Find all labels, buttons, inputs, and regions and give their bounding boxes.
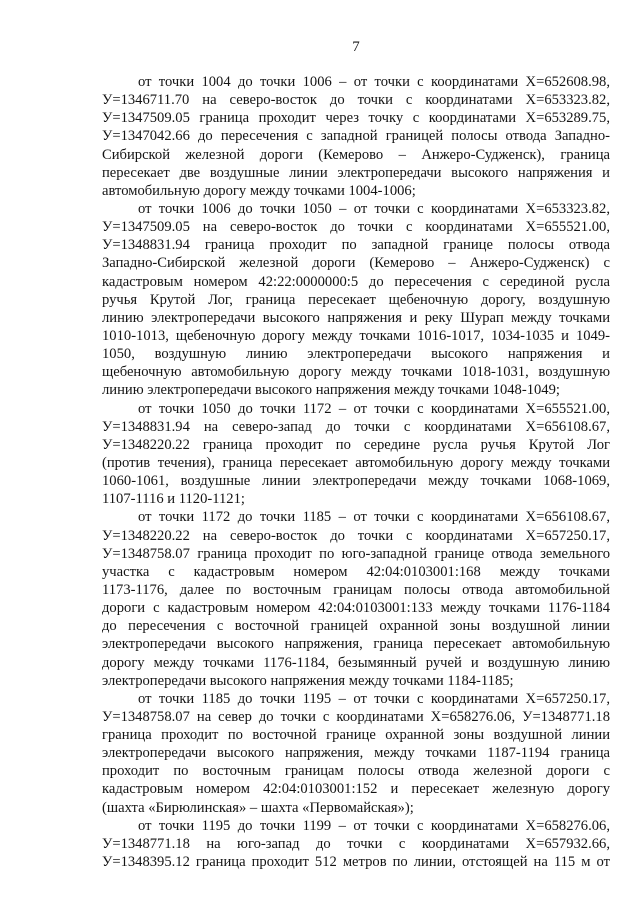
text-line: от точки 1004 до точки 1006 – от точки с координатами X=652608.98,: [138, 74, 610, 90]
text-line: 1107-1116 и 1120-1121;: [102, 491, 245, 508]
text-line: электропередачи высокого напряжения, между точками 1187-1194 граница: [102, 745, 610, 762]
text-line: У=1348758.07 граница проходит по юго-западной границе отвода земельного: [102, 545, 610, 562]
text-line: кадастровым номером 42:04:0103001:152 и пересекает железную дорогу: [102, 781, 610, 798]
text-line: пересекает две воздушные линии электропередачи высокого напряжения и: [102, 164, 610, 181]
text-line: от точки 1006 до точки 1050 – от точки с координатами X=653323.82,: [138, 200, 610, 217]
text-line: дорогу между точками 1176-1184, безымянный ручей и воздушную линию: [102, 654, 610, 671]
text-line: дороги с кадастровым номером 42:04:0103001:133 между точками 1176-1184: [102, 600, 610, 617]
text-line: 1010-1013, щебеночную дорогу между точками 1016-1017, 1034-1035 и 1049-: [102, 327, 610, 344]
text-line: кадастровым номером 42:22:0000000:5 до пересечения с серединой русла: [102, 273, 610, 290]
text-line: линию электропередачи высокого напряжения между точками 1048-1049;: [102, 382, 560, 399]
text-line: У=1347509.05 граница проходит через точку с координатами X=653289.75,: [102, 110, 610, 127]
text-line: автомобильную дорогу между точками 1004-1006;: [102, 182, 416, 199]
text-line: У=1348220.22 граница проходит по середине русла ручья Крутой Лог: [102, 436, 610, 453]
paragraph: [102, 400, 610, 509]
text-line: 1173-1176, далее по восточным границам полосы отвода автомобильной: [102, 581, 610, 598]
text-line: ручья Крутой Лог, граница пересекает щебеночную дорогу, воздушную: [102, 291, 610, 308]
text-line: У=1346711.70 на северо-восток до точки с координатами X=653323.82,: [102, 92, 610, 109]
paragraph: [102, 817, 610, 871]
document-body: [102, 73, 610, 871]
text-line: Сибирской железной дороги (Кемерово – Анжеро-Судженск), граница: [102, 146, 610, 163]
text-line: линию электропередачи высокого напряжения и реку Шурап между точками: [102, 309, 610, 326]
text-line: (шахта «Бирюлинская» – шахта «Первомайская»);: [102, 799, 414, 816]
text-line: У=1348771.18 на юго-запад до точки с координатами X=657932.66,: [102, 835, 610, 852]
text-line: от точки 1172 до точки 1185 – от точки с координатами X=656108.67,: [138, 509, 610, 526]
page-number: 7: [352, 39, 360, 55]
text-line: от точки 1185 до точки 1195 – от точки с координатами X=657250.17,: [138, 690, 610, 707]
text-line: щебеночную автомобильную дорогу между точками 1018-1031, воздушную: [102, 364, 610, 381]
text-line: 1050, воздушную линию электропередачи высокого напряжения и: [102, 346, 610, 363]
paragraph: [102, 508, 610, 689]
text-line: У=1348395.12 граница проходит 512 метров по линии, отстоящей на 115 м от: [102, 854, 610, 871]
text-line: Западно-Сибирской железной дороги (Кемерово – Анжеро-Судженск) с: [102, 255, 610, 272]
text-line: У=1348220.22 на северо-восток до точки с координатами X=657250.17,: [102, 527, 610, 544]
text-line: (против течения), граница пересекает автомобильную дорогу между точками: [102, 454, 610, 471]
text-line: У=1348831.94 граница проходит по западной границе полосы отвода: [102, 237, 610, 254]
text-line: У=1347042.66 до пересечения с западной границей полосы отвода Западно-: [102, 128, 610, 145]
text-line: У=1348758.07 на север до точки с координатами X=658276.06, У=1348771.18: [102, 708, 610, 725]
text-line: граница проходит по восточной границе охранной зоны воздушной линии: [102, 727, 610, 744]
text-line: участка с кадастровым номером 42:04:0103001:168 между точками: [102, 563, 610, 580]
text-line: электропередачи высокого напряжения, граница пересекает автомобильную: [102, 636, 610, 653]
text-line: до пересечения с восточной границей охранной зоны воздушной линии: [102, 618, 610, 635]
text-line: от точки 1050 до точки 1172 – от точки с координатами X=655521.00,: [138, 400, 610, 417]
text-line: У=1348831.94 на северо-запад до точки с координатами X=656108.67,: [102, 418, 610, 435]
text-line: от точки 1195 до точки 1199 – от точки с координатами X=658276.06,: [138, 817, 610, 834]
paragraph: [102, 73, 610, 200]
text-line: 1060-1061, воздушные линии электропередачи между точками 1068-1069,: [102, 473, 610, 490]
text-line: У=1347509.05 на северо-восток до точки с координатами X=655521.00,: [102, 219, 610, 236]
paragraph: [102, 690, 610, 817]
paragraph: [102, 200, 610, 400]
text-line: проходит по восточным границам полосы отвода железной дороги с: [102, 763, 610, 780]
text-line: электропередачи высокого напряжения между точками 1184-1185;: [102, 672, 514, 689]
